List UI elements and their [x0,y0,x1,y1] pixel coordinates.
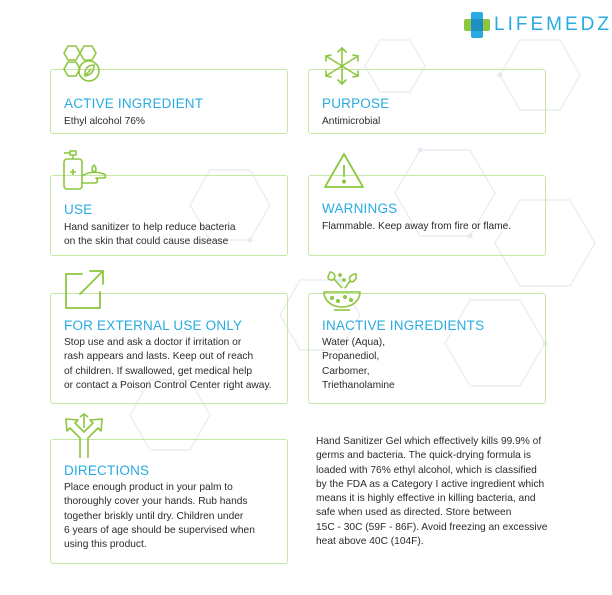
section-text: Antimicrobial [322,116,381,127]
card-inactive-ingredients [308,268,546,404]
card-use [50,150,288,256]
card-external-use [50,268,288,404]
lifemedz-cross-icon [462,10,492,40]
section-text: Stop use and ask a doctor if irritation or rash appears and lasts. Keep out of reach of children. If swallowed, get medical help or contact a Poison Control Center right away. [64,337,272,391]
arrows-expand-icon [320,44,364,88]
card-warnings [308,150,546,256]
molecule-leaf-icon [60,44,104,88]
card-active-ingredient [50,44,288,134]
section-text: Ethyl alcohol 76% [64,116,145,127]
section-title: INACTIVE INGREDIENTS [322,318,485,333]
external-link-icon [62,268,106,312]
card-directions [50,414,288,564]
sanitizer-hand-icon [60,150,110,194]
brand-logo[interactable] [462,10,612,40]
split-arrows-icon [62,414,106,458]
section-title: ACTIVE INGREDIENT [64,96,204,111]
section-title: WARNINGS [322,201,398,216]
section-text: Water (Aqua), Propanediol, Carbomer, Triethanolamine [322,337,395,391]
brand-name: LIFEMEDZ [494,14,612,35]
card-purpose [308,44,546,134]
warning-icon [322,150,366,194]
section-text: Place enough product in your palm to thoroughly cover your hands. Rub hands together briskly until dry. Children under 6 years of age should be supervised when using this product. [64,482,255,551]
section-title: PURPOSE [322,96,390,111]
section-text: Flammable. Keep away from fire or flame. [322,221,512,232]
mixing-bowl-icon [320,268,364,312]
product-description: Hand Sanitizer Gel which effectively kills 99.9% of germs and bacteria. The quick-drying formula is loaded with 76% ethyl alcohol, which is classified by the FDA as a Category I active ingredient which means it is highly effective in killing bacteria, and safe when used as directed. Store between 15C - 30C (59F - 86F). Avoid freezing an excessive heat above 40C (104F). [316,436,548,548]
section-title: FOR EXTERNAL USE ONLY [64,318,243,333]
section-text: Hand sanitizer to help reduce bacteria on the skin that could cause disease [64,222,236,248]
section-title: USE [64,202,93,217]
section-title: DIRECTIONS [64,463,150,478]
